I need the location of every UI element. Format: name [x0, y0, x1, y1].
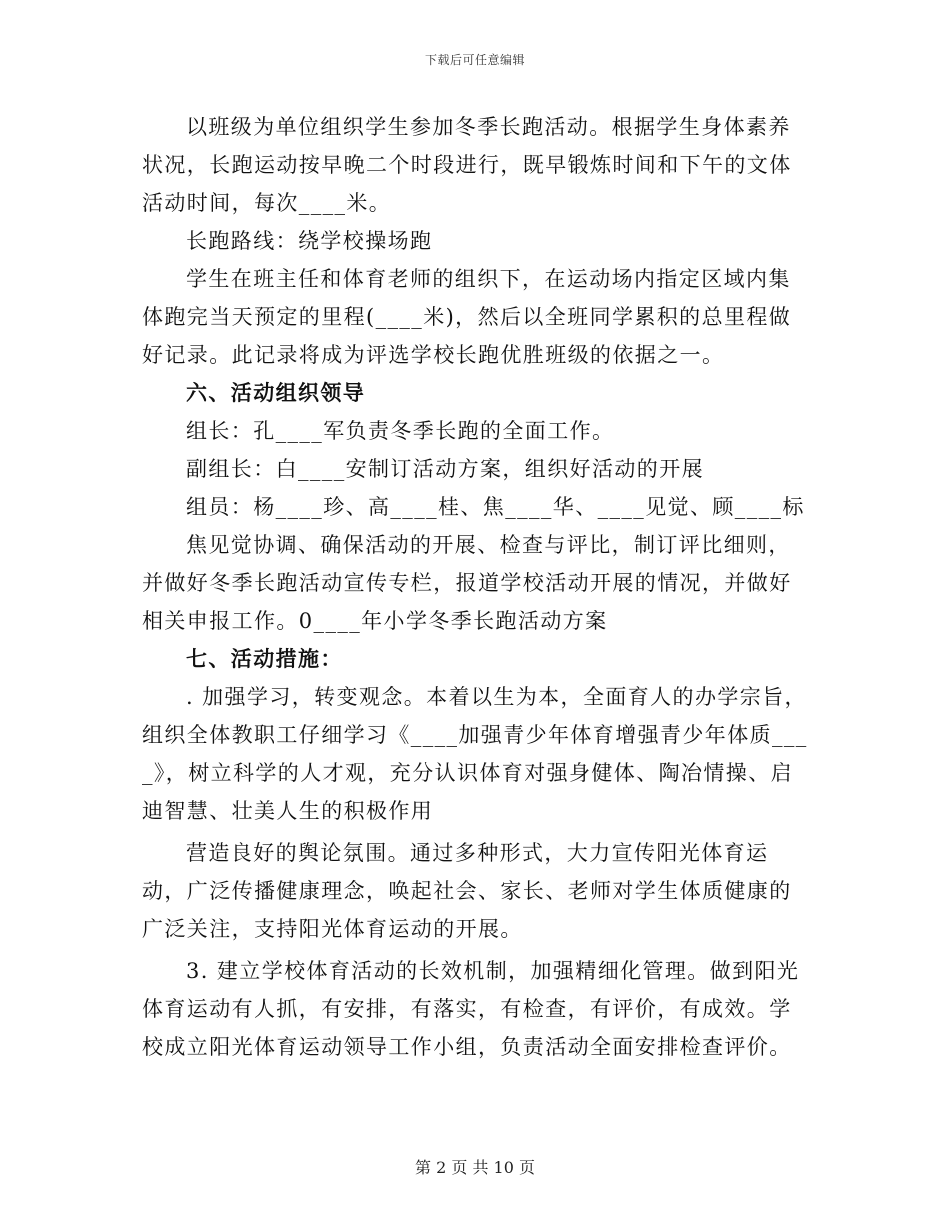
page-header-note: 下载后可任意编辑: [424, 53, 525, 67]
paragraph-coordination: 焦见觉协调、确保活动的开展、检查与评比，制订评比细则，并做好冬季长跑活动宣传专栏，报道学校活动开展的情况，并做好相关申报工作。0____年小学冬季长跑活动方案: [142, 533, 792, 633]
page-number: 第 2 页 共 10 页: [415, 1158, 535, 1177]
paragraph-run-record: 学生在班主任和体育老师的组织下，在运动场内指定区域内集体跑完当天预定的里程(____米)，然后以全班同学累积的总里程做好记录。此记录将成为评选学校长跑优胜班级的依据之一。: [142, 267, 792, 367]
line-group-leader: 组长：孔____军负责冬季长跑的全面工作。: [186, 419, 615, 443]
paragraph-measure-mechanism: 3. 建立学校体育活动的长效机制，加强精细化管理。做到阳光体育运动有人抓，有安排，有落实，有检查，有评价，有成效。学校成立阳光体育运动领导工作小组，负责活动全面安排检查评价。: [142, 959, 800, 1059]
paragraph-long-run-organization: 以班级为单位组织学生参加冬季长跑活动。根据学生身体素养状况，长跑运动按早晚二个时段进行，既早锻炼时间和下午的文体活动时间，每次____米。: [142, 115, 792, 215]
document-body: [142, 108, 808, 1066]
line-group-members: 组员：杨____珍、高____桂、焦____华、____见觉、顾____标: [186, 495, 805, 519]
section-heading-leadership: 六、活动组织领导: [186, 380, 366, 405]
paragraph-measure-study: . 加强学习，转变观念。本着以生为本，全面育人的办学宗旨，组织全体教职工仔细学习《____加强青少年体育增强青少年体质____》，树立科学的人才观，充分认识体育对强身健体、陶冶情操、启迪智慧、壮美人生的积极作用: [142, 685, 808, 823]
paragraph-measure-publicity: 营造良好的舆论氛围。通过多种形式，大力宣传阳光体育运动，广泛传播健康理念，唤起社会、家长、老师对学生体质健康的广泛关注，支持阳光体育运动的开展。: [142, 841, 792, 941]
paragraph-route: 长跑路线：绕学校操场跑: [186, 229, 433, 253]
line-deputy-leader: 副组长：白____安制订活动方案，组织好活动的开展: [186, 457, 704, 481]
section-heading-measures: 七、活动措施：: [186, 646, 343, 671]
